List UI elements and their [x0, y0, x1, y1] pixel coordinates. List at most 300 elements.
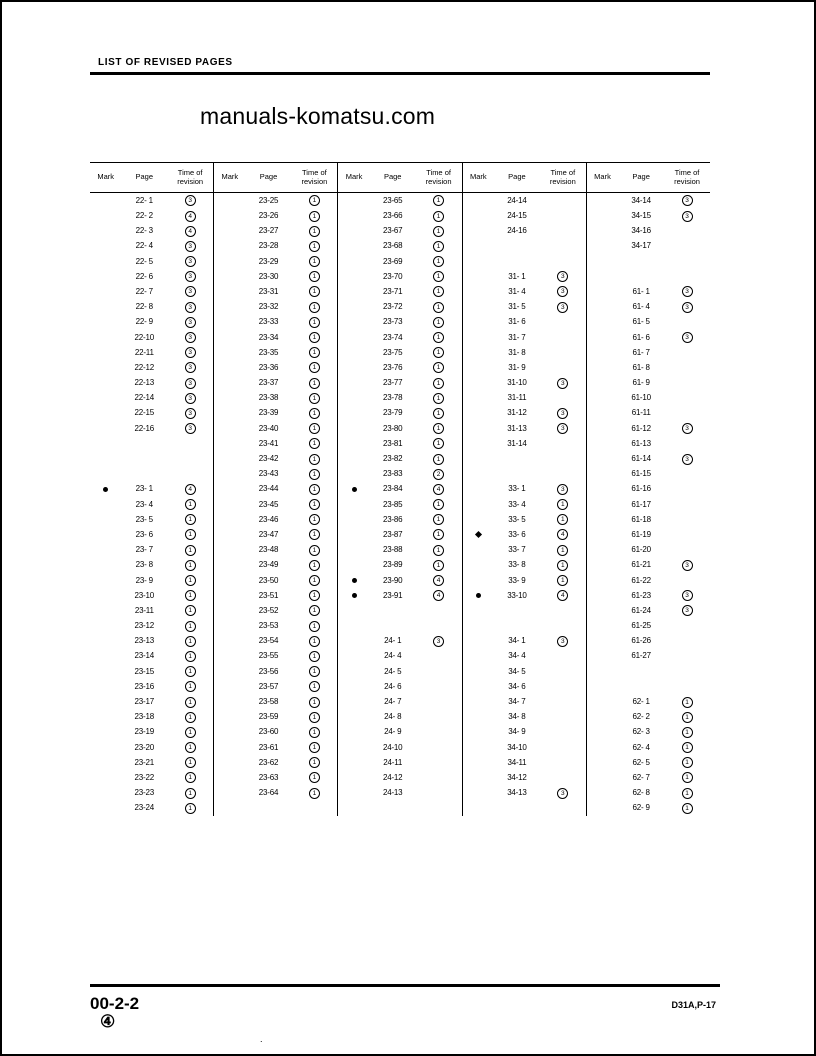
- cell-mark: [338, 801, 370, 816]
- cell-time-of-revision: [291, 208, 337, 223]
- cell-time-of-revision: [167, 588, 213, 603]
- cell-page: 22- 9: [135, 317, 153, 327]
- cell-time-of-revision: [416, 467, 462, 482]
- bullet-mark-icon: [352, 593, 357, 598]
- cell-time-of-revision: [291, 740, 337, 755]
- cell-page: 62- 9: [632, 803, 650, 813]
- cell-time-of-revision: [167, 740, 213, 755]
- revision-circle-icon: 1: [433, 423, 444, 434]
- footer-page-number-text: 00-2-2: [90, 994, 140, 1013]
- cell-page: 61-27: [631, 651, 651, 661]
- footer-page-number: [90, 994, 139, 1032]
- revision-circle-icon: 1: [185, 499, 196, 510]
- revision-circle-icon: 1: [309, 332, 320, 343]
- cell-mark: [214, 269, 246, 284]
- cell-time-of-revision: [540, 603, 586, 618]
- cell-mark: [214, 770, 246, 785]
- revision-circle-icon: 1: [309, 347, 320, 358]
- cell-time-of-revision: [540, 710, 586, 725]
- revision-circle-icon: 2: [433, 469, 444, 480]
- cell-mark: [214, 573, 246, 588]
- cell-mark: [214, 527, 246, 542]
- revision-circle-icon: 3: [682, 211, 693, 222]
- cell-page: [370, 603, 416, 618]
- cell-mark: [586, 451, 618, 466]
- table-row: [90, 193, 710, 209]
- revision-circle-icon: 3: [682, 302, 693, 313]
- cell-page: [618, 679, 664, 694]
- cell-page: 23-29: [258, 256, 279, 266]
- revision-circle-icon: 1: [185, 757, 196, 768]
- cell-mark: [462, 315, 494, 330]
- cell-time-of-revision: [416, 786, 462, 801]
- table-row: [90, 497, 710, 512]
- cell-page: 23-37: [258, 378, 279, 388]
- cell-page: 23-18: [134, 712, 154, 722]
- cell-time-of-revision: [291, 497, 337, 512]
- cell-mark: [90, 345, 121, 360]
- cell-mark: [586, 619, 618, 634]
- cell-mark: [338, 694, 370, 709]
- cell-time-of-revision: [540, 512, 586, 527]
- table-row: [90, 770, 710, 785]
- cell-mark: [214, 482, 246, 497]
- cell-time-of-revision: [167, 208, 213, 223]
- revision-circle-icon: 3: [557, 636, 568, 647]
- cell-time-of-revision: [167, 224, 213, 239]
- cell-mark: [338, 330, 370, 345]
- cell-page: 23-14: [134, 651, 154, 661]
- table-row: [90, 740, 710, 755]
- cell-page: 23-48: [258, 545, 279, 555]
- cell-page: 23-65: [382, 195, 403, 205]
- cell-mark: [586, 527, 618, 542]
- cell-page: 23-22: [134, 772, 154, 782]
- table-row: [90, 558, 710, 573]
- cell-time-of-revision: [167, 421, 213, 436]
- revision-circle-icon: 1: [309, 484, 320, 495]
- cell-page: [121, 467, 167, 482]
- cell-time-of-revision: [291, 710, 337, 725]
- cell-page: 23-20: [134, 742, 154, 752]
- revision-circle-icon: 1: [309, 469, 320, 480]
- cell-page: 23-80: [382, 423, 403, 433]
- revision-circle-icon: 3: [185, 362, 196, 373]
- revision-circle-icon: 4: [185, 211, 196, 222]
- cell-time-of-revision: [416, 406, 462, 421]
- cell-page: 34- 7: [508, 697, 526, 707]
- cell-page: [370, 619, 416, 634]
- cell-mark: [338, 497, 370, 512]
- cell-mark: [338, 208, 370, 223]
- cell-time-of-revision: [291, 224, 337, 239]
- cell-mark: [338, 725, 370, 740]
- cell-time-of-revision: [167, 801, 213, 816]
- cell-page: 23-46: [258, 514, 279, 524]
- cell-page: 61- 8: [632, 362, 650, 372]
- cell-page: 61-24: [631, 605, 651, 615]
- cell-mark: [338, 315, 370, 330]
- cell-page: 23-70: [382, 271, 403, 281]
- cell-time-of-revision: [664, 770, 710, 785]
- cell-mark: [214, 345, 246, 360]
- revision-circle-icon: 3: [557, 378, 568, 389]
- cell-mark: [586, 330, 618, 345]
- table-row: [90, 239, 710, 254]
- revision-circle-icon: 1: [185, 529, 196, 540]
- revision-circle-icon: 3: [557, 286, 568, 297]
- cell-mark: [338, 710, 370, 725]
- cell-mark: [462, 254, 494, 269]
- cell-page: 22- 6: [135, 271, 153, 281]
- cell-time-of-revision: [416, 330, 462, 345]
- cell-mark: [338, 543, 370, 558]
- cell-mark: [90, 376, 121, 391]
- cell-time-of-revision: [416, 254, 462, 269]
- cell-page: 23-13: [134, 636, 154, 646]
- cell-mark: [214, 801, 246, 816]
- revision-circle-icon: 1: [309, 788, 320, 799]
- cell-page: 24- 4: [384, 651, 402, 661]
- cell-time-of-revision: [416, 315, 462, 330]
- cell-time-of-revision: [167, 315, 213, 330]
- cell-time-of-revision: [291, 512, 337, 527]
- cell-mark: [90, 360, 121, 375]
- cell-time-of-revision: [540, 679, 586, 694]
- cell-page: 61- 5: [632, 317, 650, 327]
- cell-page: 23-64: [258, 788, 279, 798]
- cell-mark: [462, 527, 494, 542]
- revision-circle-icon: 1: [309, 378, 320, 389]
- cell-mark: [586, 755, 618, 770]
- cell-page: 31-11: [507, 393, 527, 403]
- cell-mark: [90, 725, 121, 740]
- cell-page: 23-77: [382, 378, 403, 388]
- cell-mark: [462, 679, 494, 694]
- cell-time-of-revision: [416, 725, 462, 740]
- cell-time-of-revision: [664, 360, 710, 375]
- cell-mark: [338, 193, 370, 209]
- cell-mark: [338, 391, 370, 406]
- cell-mark: [338, 527, 370, 542]
- cell-time-of-revision: [416, 376, 462, 391]
- cell-mark: [90, 543, 121, 558]
- revision-circle-icon: 1: [682, 757, 693, 768]
- revision-circle-icon: 4: [185, 484, 196, 495]
- cell-time-of-revision: [416, 755, 462, 770]
- cell-time-of-revision: [540, 345, 586, 360]
- cell-mark: [338, 467, 370, 482]
- cell-mark: [214, 376, 246, 391]
- footer-model-code: D31A,P-17: [671, 1000, 716, 1010]
- cell-page: [494, 603, 540, 618]
- cell-page: 24- 6: [384, 681, 402, 691]
- cell-page: 31- 5: [508, 302, 526, 312]
- cell-time-of-revision: [664, 436, 710, 451]
- cell-mark: [462, 436, 494, 451]
- cell-time-of-revision: [664, 254, 710, 269]
- revision-circle-icon: 1: [309, 454, 320, 465]
- revision-circle-icon: 1: [185, 636, 196, 647]
- revision-circle-icon: 1: [682, 772, 693, 783]
- table-row: [90, 406, 710, 421]
- cell-time-of-revision: [291, 193, 337, 209]
- cell-time-of-revision: [664, 603, 710, 618]
- th-time-2: Time of revision: [291, 163, 337, 193]
- cell-time-of-revision: [416, 391, 462, 406]
- cell-mark: [214, 588, 246, 603]
- cell-time-of-revision: [416, 801, 462, 816]
- cell-mark: [338, 254, 370, 269]
- cell-page: 34-13: [507, 788, 527, 798]
- cell-page: 23- 4: [135, 499, 153, 509]
- cell-time-of-revision: [664, 284, 710, 299]
- cell-page: 23-11: [134, 605, 154, 615]
- bullet-mark-icon: [103, 487, 108, 492]
- cell-mark: [90, 467, 121, 482]
- revision-circle-icon: 1: [309, 772, 320, 783]
- cell-time-of-revision: [540, 649, 586, 664]
- cell-time-of-revision: [416, 619, 462, 634]
- revision-circle-icon: 1: [433, 362, 444, 373]
- revision-circle-icon: 3: [682, 560, 693, 571]
- cell-page: 23- 9: [135, 575, 153, 585]
- cell-page: 34- 5: [508, 666, 526, 676]
- cell-time-of-revision: [664, 315, 710, 330]
- cell-page: 23-23: [134, 788, 154, 798]
- cell-mark: [214, 634, 246, 649]
- cell-mark: [586, 345, 618, 360]
- table-row: [90, 649, 710, 664]
- cell-page: 23-67: [382, 226, 403, 236]
- cell-time-of-revision: [167, 770, 213, 785]
- cell-mark: [462, 330, 494, 345]
- revision-circle-icon: 1: [185, 590, 196, 601]
- table-row: [90, 543, 710, 558]
- cell-time-of-revision: [416, 527, 462, 542]
- cell-page: 31-14: [507, 438, 527, 448]
- cell-mark: [586, 497, 618, 512]
- cell-time-of-revision: [416, 588, 462, 603]
- cell-mark: [214, 315, 246, 330]
- revision-circle-icon: 1: [557, 560, 568, 571]
- cell-time-of-revision: [664, 710, 710, 725]
- table-row: [90, 224, 710, 239]
- cell-time-of-revision: [291, 649, 337, 664]
- cell-page: 23-74: [382, 332, 403, 342]
- cell-time-of-revision: [664, 801, 710, 816]
- cell-page: 31- 9: [508, 362, 526, 372]
- bullet-mark-icon: [352, 578, 357, 583]
- revision-circle-icon: 3: [682, 423, 693, 434]
- revision-circle-icon: 1: [309, 727, 320, 738]
- table-row: [90, 725, 710, 740]
- cell-mark: [214, 619, 246, 634]
- table-row: [90, 694, 710, 709]
- cell-mark: [338, 284, 370, 299]
- cell-page: 23-30: [258, 271, 279, 281]
- cell-page: 34-15: [631, 211, 651, 221]
- cell-time-of-revision: [167, 558, 213, 573]
- cell-page: 61-11: [631, 408, 651, 418]
- cell-mark: [338, 436, 370, 451]
- table-row: [90, 254, 710, 269]
- cell-time-of-revision: [540, 725, 586, 740]
- revision-circle-icon: 1: [433, 454, 444, 465]
- cell-time-of-revision: [167, 467, 213, 482]
- cell-time-of-revision: [167, 527, 213, 542]
- cell-time-of-revision: [167, 482, 213, 497]
- cell-page: 34-16: [631, 226, 651, 236]
- cell-mark: [586, 360, 618, 375]
- cell-time-of-revision: [167, 239, 213, 254]
- revision-circle-icon: 1: [185, 712, 196, 723]
- table-row: [90, 315, 710, 330]
- cell-page: 23-76: [382, 362, 403, 372]
- cell-page: 33- 9: [508, 575, 526, 585]
- cell-time-of-revision: [664, 527, 710, 542]
- cell-time-of-revision: [540, 755, 586, 770]
- cell-page: 31- 1: [508, 271, 526, 281]
- revision-circle-icon: 1: [433, 302, 444, 313]
- cell-page: 62- 2: [632, 712, 650, 722]
- cell-page: 22-14: [134, 393, 154, 403]
- cell-mark: [338, 679, 370, 694]
- cell-mark: [90, 300, 121, 315]
- cell-time-of-revision: [416, 269, 462, 284]
- cell-time-of-revision: [664, 376, 710, 391]
- cell-page: 22- 8: [135, 302, 153, 312]
- cell-time-of-revision: [167, 573, 213, 588]
- cell-mark: [214, 603, 246, 618]
- cell-time-of-revision: [540, 315, 586, 330]
- table-head: [90, 163, 710, 193]
- cell-mark: [586, 482, 618, 497]
- footer-revision-mark: ④: [100, 1012, 116, 1031]
- cell-page: 23-73: [382, 317, 403, 327]
- table-header-row: [90, 163, 710, 193]
- cell-page: 23-34: [258, 332, 279, 342]
- revision-circle-icon: 1: [185, 605, 196, 616]
- revision-circle-icon: 3: [433, 636, 444, 647]
- revision-circle-icon: 4: [557, 529, 568, 540]
- revision-circle-icon: 1: [309, 317, 320, 328]
- cell-page: 23-68: [382, 241, 403, 251]
- revision-circle-icon: 1: [309, 302, 320, 313]
- cell-time-of-revision: [664, 497, 710, 512]
- revision-circle-icon: 1: [309, 226, 320, 237]
- cell-page: 33- 4: [508, 499, 526, 509]
- revision-circle-icon: 1: [185, 727, 196, 738]
- cell-time-of-revision: [291, 376, 337, 391]
- cell-page: 23-85: [382, 499, 403, 509]
- cell-mark: [214, 284, 246, 299]
- cell-time-of-revision: [291, 284, 337, 299]
- table-row: [90, 300, 710, 315]
- cell-page: 23-36: [258, 362, 279, 372]
- cell-mark: [586, 193, 618, 209]
- cell-time-of-revision: [540, 619, 586, 634]
- table-row: [90, 527, 710, 542]
- cell-mark: [462, 740, 494, 755]
- cell-time-of-revision: [167, 694, 213, 709]
- revision-circle-icon: 3: [557, 271, 568, 282]
- cell-page: 23-71: [382, 286, 403, 296]
- revision-circle-icon: 1: [433, 408, 444, 419]
- cell-mark: [90, 451, 121, 466]
- revision-circle-icon: 3: [557, 408, 568, 419]
- table-row: [90, 801, 710, 816]
- cell-mark: [338, 770, 370, 785]
- cell-page: 61-12: [631, 423, 651, 433]
- cell-time-of-revision: [664, 269, 710, 284]
- cell-mark: [462, 755, 494, 770]
- cell-time-of-revision: [664, 467, 710, 482]
- cell-mark: [214, 512, 246, 527]
- cell-mark: [586, 467, 618, 482]
- cell-time-of-revision: [167, 284, 213, 299]
- cell-mark: [214, 467, 246, 482]
- cell-page: 61-19: [631, 529, 651, 539]
- revision-circle-icon: 1: [185, 803, 196, 814]
- cell-mark: [90, 694, 121, 709]
- cell-mark: [462, 451, 494, 466]
- cell-mark: [462, 543, 494, 558]
- cell-mark: [338, 269, 370, 284]
- cell-page: 61- 6: [632, 332, 650, 342]
- cell-time-of-revision: [664, 451, 710, 466]
- cell-page: [494, 239, 540, 254]
- cell-time-of-revision: [416, 512, 462, 527]
- revision-circle-icon: 1: [309, 697, 320, 708]
- revision-circle-icon: 3: [185, 347, 196, 358]
- revision-circle-icon: 4: [433, 575, 444, 586]
- cell-time-of-revision: [416, 284, 462, 299]
- cell-page: 23-44: [258, 484, 279, 494]
- cell-mark: [462, 786, 494, 801]
- cell-time-of-revision: [167, 330, 213, 345]
- cell-page: 33- 6: [508, 529, 526, 539]
- cell-mark: [586, 376, 618, 391]
- th-time-3: Time of revision: [416, 163, 462, 193]
- cell-page: [494, 254, 540, 269]
- cell-mark: [338, 451, 370, 466]
- cell-time-of-revision: [540, 740, 586, 755]
- cell-page: 34-10: [507, 742, 527, 752]
- cell-mark: [586, 543, 618, 558]
- cell-time-of-revision: [540, 193, 586, 209]
- revision-circle-icon: 1: [309, 271, 320, 282]
- cell-mark: [462, 664, 494, 679]
- cell-time-of-revision: [540, 451, 586, 466]
- cell-time-of-revision: [416, 482, 462, 497]
- table-row: [90, 679, 710, 694]
- cell-page: 61-15: [631, 469, 651, 479]
- cell-page: 23-72: [382, 302, 403, 312]
- cell-time-of-revision: [291, 239, 337, 254]
- cell-page: 34-12: [507, 772, 527, 782]
- cell-time-of-revision: [291, 436, 337, 451]
- cell-page: 23-75: [382, 347, 403, 357]
- cell-mark: [586, 512, 618, 527]
- cell-mark: [90, 512, 121, 527]
- cell-page: 61- 4: [632, 302, 650, 312]
- cell-time-of-revision: [540, 497, 586, 512]
- cell-mark: [586, 694, 618, 709]
- cell-mark: [462, 588, 494, 603]
- cell-time-of-revision: [664, 421, 710, 436]
- revision-circle-icon: 3: [185, 378, 196, 389]
